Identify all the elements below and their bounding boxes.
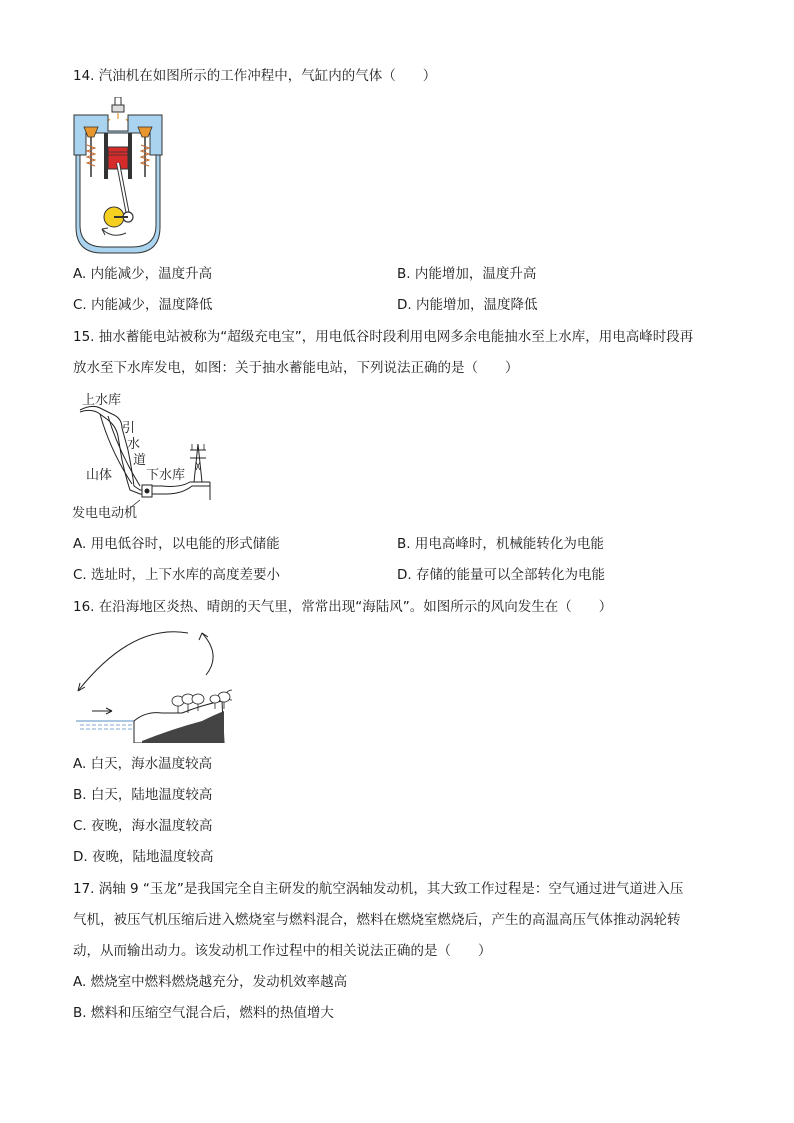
q14-option-a[interactable]: A. 内能减少，温度升高 (73, 266, 213, 282)
label-lower-reservoir: 下水库 (146, 468, 186, 483)
q14-option-d[interactable]: D. 内能增加，温度降低 (397, 297, 538, 313)
q17-stem-line2: 气机，被压气机压缩后进入燃烧室与燃料混合，燃料在燃烧室燃烧后，产生的高温高压气体推动涡轮转 (73, 912, 681, 928)
label-channel-1: 引 (122, 421, 136, 436)
q15-stem-line2: 放水至下水库发电，如图：关于抽水蓄能电站，下列说法正确的是（ ） (73, 360, 519, 376)
q15-option-a[interactable]: A. 用电低谷时，以电能的形式储能 (73, 536, 280, 552)
q16-option-c[interactable]: C. 夜晚，海水温度较高 (73, 818, 213, 834)
q17-stem-line3: 动，从而输出动力。该发动机工作过程中的相关说法正确的是（ ） (73, 943, 492, 959)
label-generator: 发电电动机 (72, 506, 138, 521)
q14-stem: 14. 汽油机在如图所示的工作冲程中，气缸内的气体（ ） (73, 68, 437, 84)
q16-option-b[interactable]: B. 白天，陆地温度较高 (73, 787, 213, 803)
label-channel-3: 道 (133, 453, 147, 468)
label-upper-reservoir: 上水库 (82, 393, 122, 408)
sea-land-breeze-figure (72, 625, 232, 743)
q16-option-d[interactable]: D. 夜晚，陆地温度较高 (73, 849, 214, 865)
q17-option-a[interactable]: A. 燃烧室中燃料燃烧越充分，发动机效率越高 (73, 974, 348, 990)
q16-stem: 16. 在沿海地区炎热、晴朗的天气里，常常出现“海陆风”。如图所示的风向发生在（ ） (73, 599, 613, 615)
q15-option-c[interactable]: C. 选址时，上下水库的高度差要小 (73, 567, 281, 583)
label-mountain: 山体 (86, 468, 113, 483)
pumped-storage-figure (70, 390, 220, 522)
q14-option-b[interactable]: B. 内能增加，温度升高 (397, 266, 537, 282)
q17-option-b[interactable]: B. 燃料和压缩空气混合后，燃料的热值增大 (73, 1005, 334, 1021)
q15-option-d[interactable]: D. 存储的能量可以全部转化为电能 (397, 567, 605, 583)
q16-option-a[interactable]: A. 白天，海水温度较高 (73, 756, 213, 772)
engine-cylinder-figure (72, 97, 164, 257)
q17-stem-line1: 17. 涡轴 9 “玉龙”是我国完全自主研发的航空涡轴发动机，其大致工作过程是：空气通过进气道进入压 (73, 881, 684, 897)
q15-option-b[interactable]: B. 用电高峰时，机械能转化为电能 (397, 536, 604, 552)
q14-option-c[interactable]: C. 内能减少，温度降低 (73, 297, 213, 313)
label-channel-2: 水 (127, 437, 141, 452)
q15-stem-line1: 15. 抽水蓄能电站被称为“超级充电宝”，用电低谷时段利用电网多余电能抽水至上水库，用电高峰时段再 (73, 329, 694, 345)
